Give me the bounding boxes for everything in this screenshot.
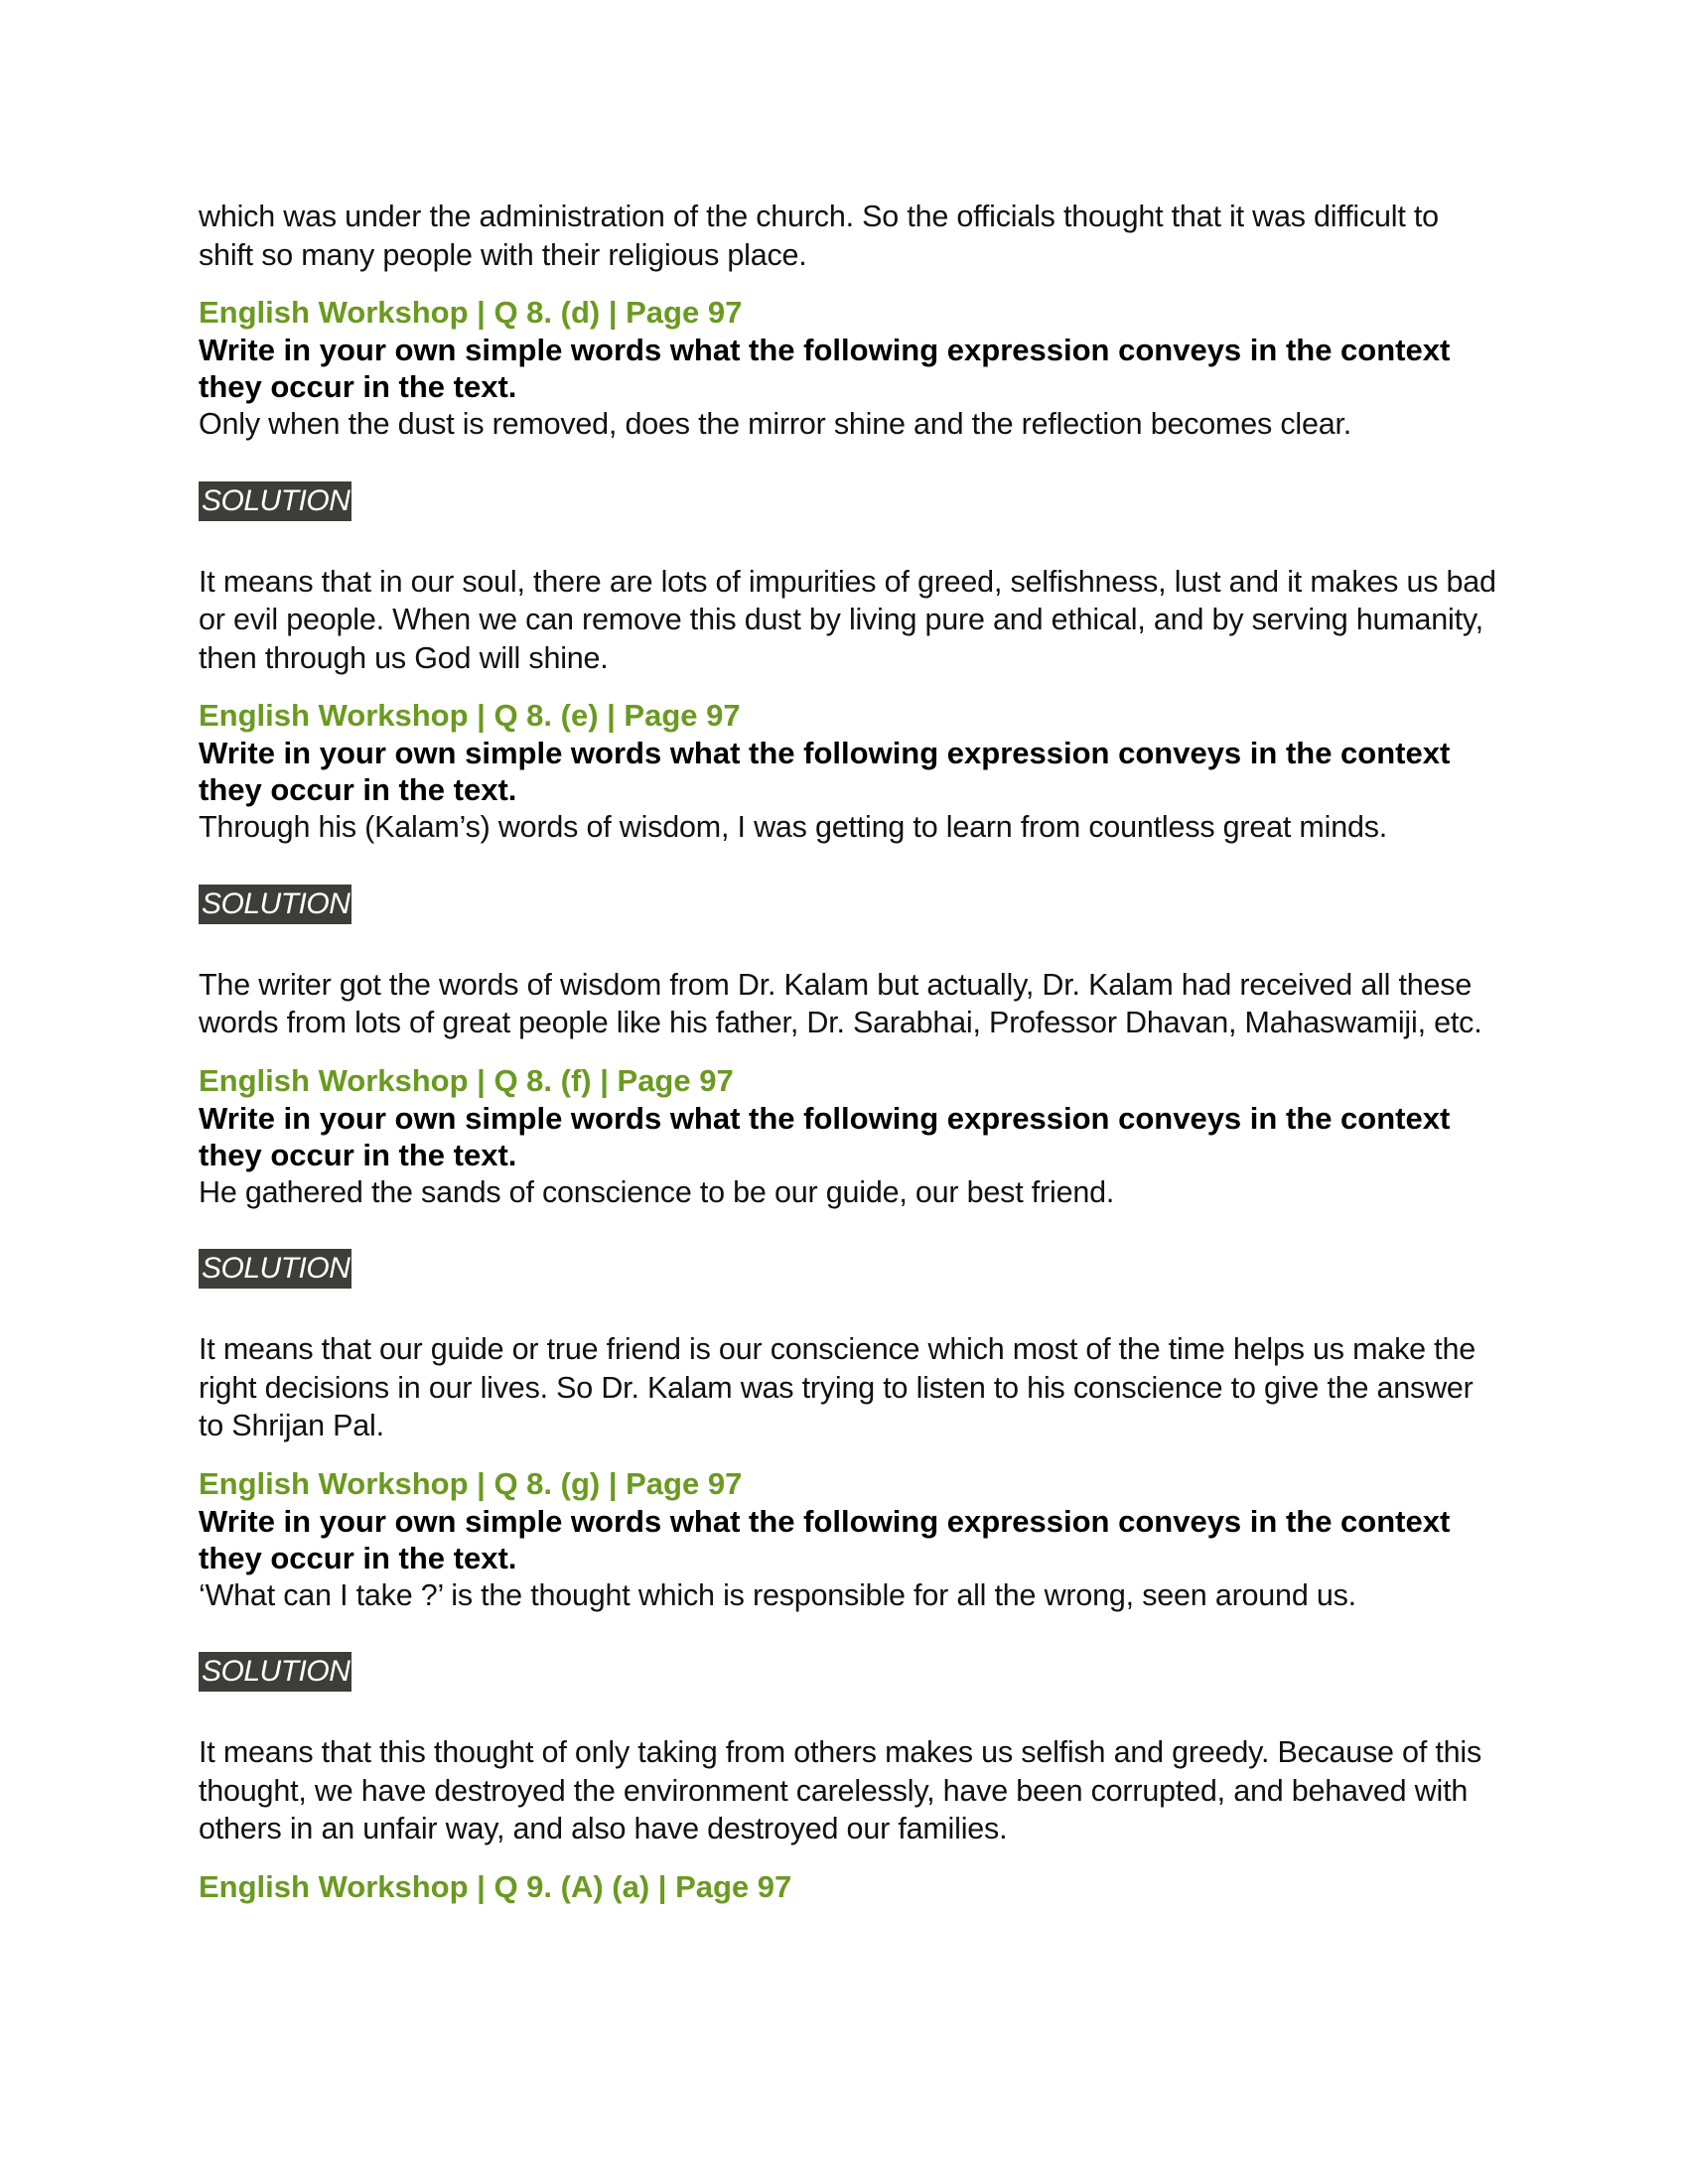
question-text: Write in your own simple words what the following expression conveys in the context they occur in the text. <box>199 736 1451 807</box>
section-q8d <box>199 294 1499 697</box>
solution-label: SOLUTION <box>199 1652 352 1692</box>
solution-text: The writer got the words of wisdom from Dr. Kalam but actually, Dr. Kalam had received all these words from lots of great people like his father, Dr. Sarabhai, Professor Dhavan, Mahaswamiji, etc. <box>199 967 1482 1039</box>
section-heading: English Workshop | Q 8. (e) | Page 97 <box>199 698 741 733</box>
intro-paragraph: which was under the administration of the church. So the officials thought that it was difficult to shift so many people with their religious place. <box>199 200 1439 272</box>
solution-label: SOLUTION <box>199 885 352 924</box>
final-section-heading: English Workshop | Q 9. (A) (a) | Page 97 <box>199 1868 792 1904</box>
document-page <box>199 198 1499 1906</box>
question-text: Write in your own simple words what the following expression conveys in the context they occur in the text. <box>199 333 1451 404</box>
section-heading: English Workshop | Q 8. (d) | Page 97 <box>199 295 743 330</box>
section-heading: English Workshop | Q 8. (f) | Page 97 <box>199 1062 734 1098</box>
question-text: Write in your own simple words what the following expression conveys in the context they occur in the text. <box>199 1503 1451 1575</box>
solution-label: SOLUTION <box>199 481 352 521</box>
solution-text: It means that in our soul, there are lots of impurities of greed, selfishness, lust and it makes us bad or evil people. When we can remove this dust by living pure and ethical, and by serving humanity, then through us God will shine. <box>199 564 1496 675</box>
solution-text: It means that our guide or true friend is our conscience which most of the time helps us make the right decisions in our lives. So Dr. Kalam was trying to listen to his conscience to give the answer to Shrijan Pal. <box>199 1332 1476 1442</box>
solution-label: SOLUTION <box>199 1249 352 1289</box>
section-heading: English Workshop | Q 8. (g) | Page 97 <box>199 1465 743 1501</box>
section-q8g <box>199 1465 1499 1868</box>
solution-text: It means that this thought of only taking from others makes us selfish and greedy. Because of this thought, we have destroyed the environment carelessly, have been corrupted, and behaved with others in an unfair way, and also have destroyed our families. <box>199 1735 1482 1845</box>
expression-text: ‘What can I take ?’ is the thought which is responsible for all the wrong, seen around us. <box>199 1577 1356 1612</box>
section-q8f <box>199 1062 1499 1465</box>
expression-text: He gathered the sands of conscience to be our guide, our best friend. <box>199 1174 1115 1209</box>
section-q8e <box>199 697 1499 1062</box>
expression-text: Only when the dust is removed, does the mirror shine and the reflection becomes clear. <box>199 407 1352 441</box>
question-text: Write in your own simple words what the following expression conveys in the context they occur in the text. <box>199 1100 1451 1172</box>
expression-text: Through his (Kalam’s) words of wisdom, I was getting to learn from countless great minds. <box>199 810 1388 844</box>
